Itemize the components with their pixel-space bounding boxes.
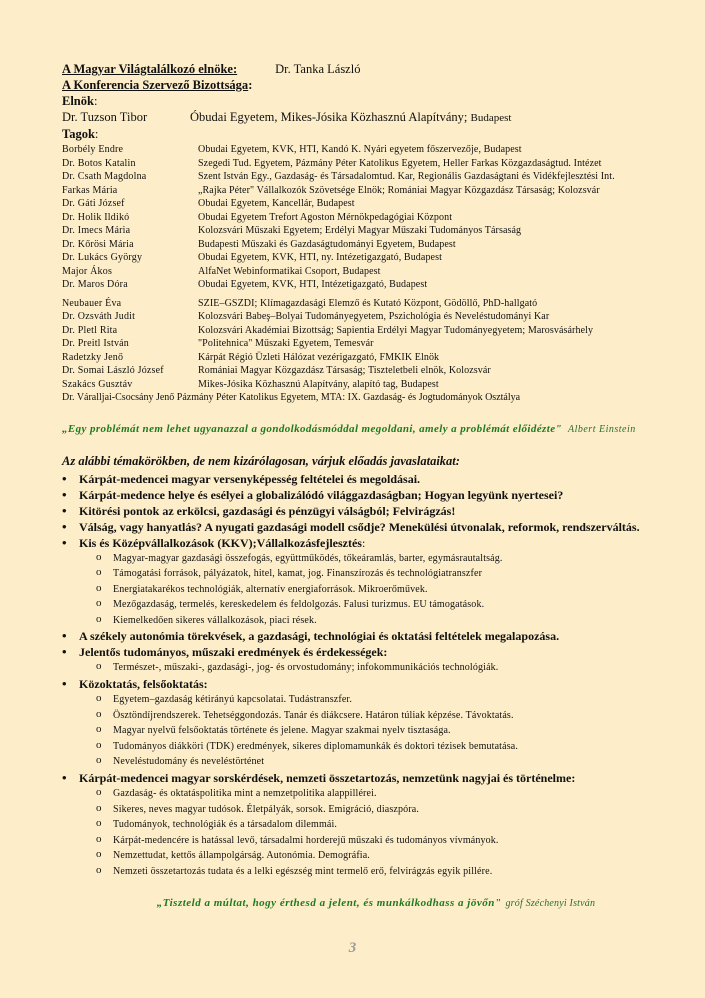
member-affiliation: Kolozsvári Akadémiai Bizottság; Sapientia Erdélyi Magyar Tudományegyetem; Marosvásárhely [198, 324, 594, 336]
member-affiliation: "Politehnica" Műszaki Egyetem, Temesvár [198, 338, 374, 349]
member-name: Dr. Holik Ildikó [62, 211, 130, 223]
subtopic-item: o Nemzeti összetartozás tudata és a lelki egészség mint termelő erő, felvirágzás egyik pillére. [96, 864, 662, 880]
topic-item [62, 535, 662, 629]
member-affiliation: Kolozsvári Műszaki Egyetem; Erdélyi Magyar Műszaki Tudományos Társaság [198, 225, 522, 236]
subtopic-item: o Neveléstudomány és neveléstörténet [96, 754, 662, 770]
member-name: Dr. Lukács György [62, 252, 143, 263]
member-row [62, 337, 662, 351]
member-row [62, 310, 662, 324]
subtopic-item: o Kárpát-medencére is hatással levő, társadalmi horderejű műszaki és tudományos vívmányok. [96, 833, 662, 849]
topic-title: Kitörési pontok az erkölcsi, gazdasági és pénzügyi válságból; Felvirágzás! [79, 503, 456, 518]
member-name: Dr. Gáti József [62, 198, 125, 209]
topic-title-colon: : [361, 535, 366, 550]
member-row [62, 278, 662, 292]
member-row [62, 143, 662, 157]
szechenyi-quote [62, 897, 662, 909]
president-label: A Magyar Világtalálkozó elnöke: [62, 62, 238, 76]
subtopic-item: o Nemzettudat, kettős állampolgárság. Autonómia. Demográfia. [96, 848, 662, 864]
einstein-quote-author: Albert Einstein [567, 423, 636, 435]
subtopic-list [96, 660, 662, 676]
member-name: Dr. Váralljai-Csocsány Jenő Pázmány Péter Katolikus Egyetem, MTA: IX. Gazdaság- és Jogtudományok Osztálya [62, 392, 521, 403]
members-colon: : [94, 127, 99, 141]
subtopic-item: o Sikeres, neves magyar tudósok. Életpályák, sorsok. Emigráció, diaszpóra. [96, 802, 662, 818]
szechenyi-quote-author: gróf Széchenyi István [505, 897, 596, 909]
topic-item [62, 676, 662, 770]
member-affiliation: „Rajka Péter" Vállalkozók Szövetsége Elnök; Romániai Magyar Közgazdász Társaság; Kolozsvár [198, 184, 600, 196]
einstein-quote [62, 422, 662, 437]
subtopic-item: o Támogatási források, pályázatok, hitel, kamat, jog. Finanszírozás és technológiatranszfer [96, 566, 662, 582]
member-name: Radetzky Jenő [62, 351, 124, 363]
member-name: Borbély Endre [62, 144, 124, 155]
chair-affiliation [190, 109, 511, 126]
topic-title: Jelentős tudományos, műszaki eredmények és érdekességek: [79, 645, 388, 660]
member-affiliation: Obudai Egyetem, Kancellár, Budapest [198, 198, 355, 209]
member-affiliation: Obudai Egyetem, KVK, HTI, Kandó K. Nyári egyetem főszervezője, Budapest [198, 144, 522, 155]
subtopic-item: o Magyar nyelvű felsőoktatás története és jelene. Magyar szakmai nyelv tisztasága. [96, 723, 662, 739]
member-name: Dr. Botos Katalin [62, 157, 136, 169]
member-row [62, 211, 662, 225]
member-name: Dr. Csath Magdolna [62, 171, 147, 182]
topic-title: Kárpát-medence helye és esélyei a globalizálódó világgazdaságban; Hogyan legyünk nyertesei? [79, 487, 564, 502]
einstein-quote-text: „Egy problémát nem lehet ugyanazzal a gondolkodásmóddal megoldani, amely a problémát előidézte" [62, 422, 562, 435]
member-affiliation: Obudai Egyetem, KVK, HTI, ny. Intézetigazgató, Budapest [198, 252, 442, 263]
member-affiliation: Romániai Magyar Közgazdász Társaság; Tiszteletbeli elnök, Kolozsvár [198, 365, 491, 376]
subtopic-item: o Természet-, műszaki-, gazdasági-, jog- és orvostudomány; infokommunikációs technológiák. [96, 660, 662, 676]
member-list [62, 143, 662, 405]
member-row [62, 351, 662, 365]
member-name: Dr. Preitl István [62, 338, 130, 349]
member-affiliation: Obudai Egyetem Trefort Agoston Mérnökpedagógiai Központ [198, 211, 453, 223]
member-row [62, 197, 662, 211]
president-name: Dr. Tanka László [275, 62, 361, 76]
member-name: Dr. Ozsváth Judit [62, 311, 136, 322]
member-row [62, 170, 662, 184]
chair-label: Elnök [62, 94, 94, 108]
member-affiliation: SZIE–GSZDI; Klímagazdasági Elemző és Kutató Központ, Gödöllő, PhD-hallgató [198, 297, 538, 309]
member-affiliation: Obudai Egyetem, KVK, HTI, Intézetigazgató, Budapest [198, 279, 428, 290]
chair-heading [62, 93, 662, 109]
subtopic-item: o Tudományos diákköri (TDK) eredmények, sikeres diplomamunkák és doktori tézisek bemutatása. [96, 739, 662, 755]
member-name: Farkas Mária [62, 184, 118, 196]
subtopic-item: o Mezőgazdaság, termelés, kereskedelem és feldolgozás. Falusi turizmus. EU támogatások. [96, 597, 662, 613]
topic-title: Kárpát-medencei magyar sorskérdések, nemzeti összetartozás, nemzetünk nagyjai és történelme: [79, 771, 576, 786]
subtopic-list [96, 551, 662, 629]
member-affiliation: Szegedi Tud. Egyetem, Pázmány Péter Katolikus Egyetem, Heller Farkas Közgazdaságtud. Intézet [198, 157, 602, 169]
member-name: Dr. Kőrösi Mária [62, 238, 134, 250]
subtopic-item: o Tudományok, technológiák és a társadalom dilemmái. [96, 817, 662, 833]
member-affiliation: Kárpát Régió Üzleti Hálózat vezérigazgató, FMKIK Elnök [198, 351, 440, 363]
topic-item [62, 519, 662, 535]
member-affiliation: Kolozsvári Babeş–Bolyai Tudományegyetem, Pszichológia és Neveléstudományi Kar [198, 311, 550, 322]
member-row [62, 324, 662, 338]
topic-list [62, 471, 662, 880]
subtopic-item: o Magyar-magyar gazdasági összefogás, együttműködés, tőkeáramlás, barter, egymásrautaltság. [96, 551, 662, 567]
subtopic-item: o Gazdaság- és oktatáspolitika mint a nemzetpolitika alappillérei. [96, 786, 662, 802]
topics-intro: Az alábbi témakörökben, de nem kizárólagosan, várjuk előadás javaslataikat: [62, 453, 460, 468]
topic-item [62, 471, 662, 487]
member-row [62, 364, 662, 378]
topic-item [62, 487, 662, 503]
subtopic-item: o Energiatakarékos technológiák, alternatív energiaforrások. Mikroerőművek. [96, 582, 662, 598]
member-name: Dr. Imecs Mária [62, 225, 131, 236]
member-affiliation: Mikes-Jósika Közhasznú Alapítvány, alapító tag, Budapest [198, 378, 439, 390]
member-name: Dr. Maros Dóra [62, 279, 128, 290]
chair-row [62, 109, 662, 126]
chair-affiliation-main: Óbudai Egyetem, Mikes-Jósika Közhasznú Alapítvány; [190, 110, 468, 124]
committee-title [62, 77, 662, 93]
topic-title: Kárpát-medencei magyar versenyképesség feltételei és megoldásai. [79, 471, 421, 486]
subtopic-item: o Kiemelkedően sikeres vállalkozások, piaci rések. [96, 613, 662, 629]
member-row [62, 265, 662, 279]
president-line [62, 61, 662, 77]
subtopic-item: o Egyetem–gazdaság kétirányú kapcsolatai. Tudástranszfer. [96, 692, 662, 708]
topic-item [62, 503, 662, 519]
member-name: Neubauer Éva [62, 297, 122, 309]
szechenyi-quote-text: „Tiszteld a múltat, hogy érthesd a jelent, és munkálkodhass a jövőn" [156, 896, 502, 909]
topic-item [62, 628, 662, 644]
subtopic-list [96, 786, 662, 880]
topic-item [62, 770, 662, 880]
member-name: Dr. Pletl Rita [62, 324, 118, 336]
member-row [62, 391, 662, 405]
members-heading [62, 126, 662, 142]
subtopic-item: o Ösztöndíjrendszerek. Tehetséggondozás. Tanár és diákcsere. Határon túliak képzése. Távoktatás. [96, 708, 662, 724]
member-name: Major Ákos [62, 265, 113, 277]
member-affiliation: AlfaNet Webinformatikai Csoport, Budapest [198, 265, 381, 277]
topic-title: Közoktatás, felsőoktatás: [79, 677, 208, 692]
member-row [62, 184, 662, 198]
member-affiliation: Szent István Egy., Gazdaság- és Társadalomtud. Kar, Regionális Gazdaságtani és Vidékfejlesztési Int. [198, 171, 615, 182]
member-affiliation: Budapesti Műszaki és Gazdaságtudományi Egyetem, Budapest [198, 238, 456, 250]
page-content [62, 61, 662, 909]
member-name: Dr. Somai László József [62, 365, 164, 376]
member-row [62, 157, 662, 171]
subtopic-list [96, 692, 662, 770]
member-name: Szakács Gusztáv [62, 378, 133, 390]
topic-title: Kis és Középvállalkozások (KKV);Vállalkozásfejlesztés [79, 535, 362, 550]
member-row [62, 224, 662, 238]
committee-title-colon: : [248, 78, 253, 92]
chair-name: Dr. Tuzson Tibor [62, 110, 148, 124]
topic-item [62, 644, 662, 676]
chair-affiliation-city: Budapest [470, 112, 512, 124]
member-row [62, 251, 662, 265]
member-row [62, 378, 662, 392]
members-label: Tagok [62, 127, 95, 141]
topic-title: A székely autonómia törekvések, a gazdasági, technológiai és oktatási feltételek megalapozása. [79, 629, 560, 644]
member-row [62, 238, 662, 252]
committee-title-text: A Konferencia Szervező Bizottsága [62, 78, 249, 92]
member-row [62, 297, 662, 311]
page-number: 3 [348, 940, 357, 956]
chair-colon: : [93, 94, 98, 108]
topic-title: Válság, vagy hanyatlás? A nyugati gazdasági modell csődje? Menekülési útvonalak, reformok, rendszerváltás. [79, 519, 640, 534]
